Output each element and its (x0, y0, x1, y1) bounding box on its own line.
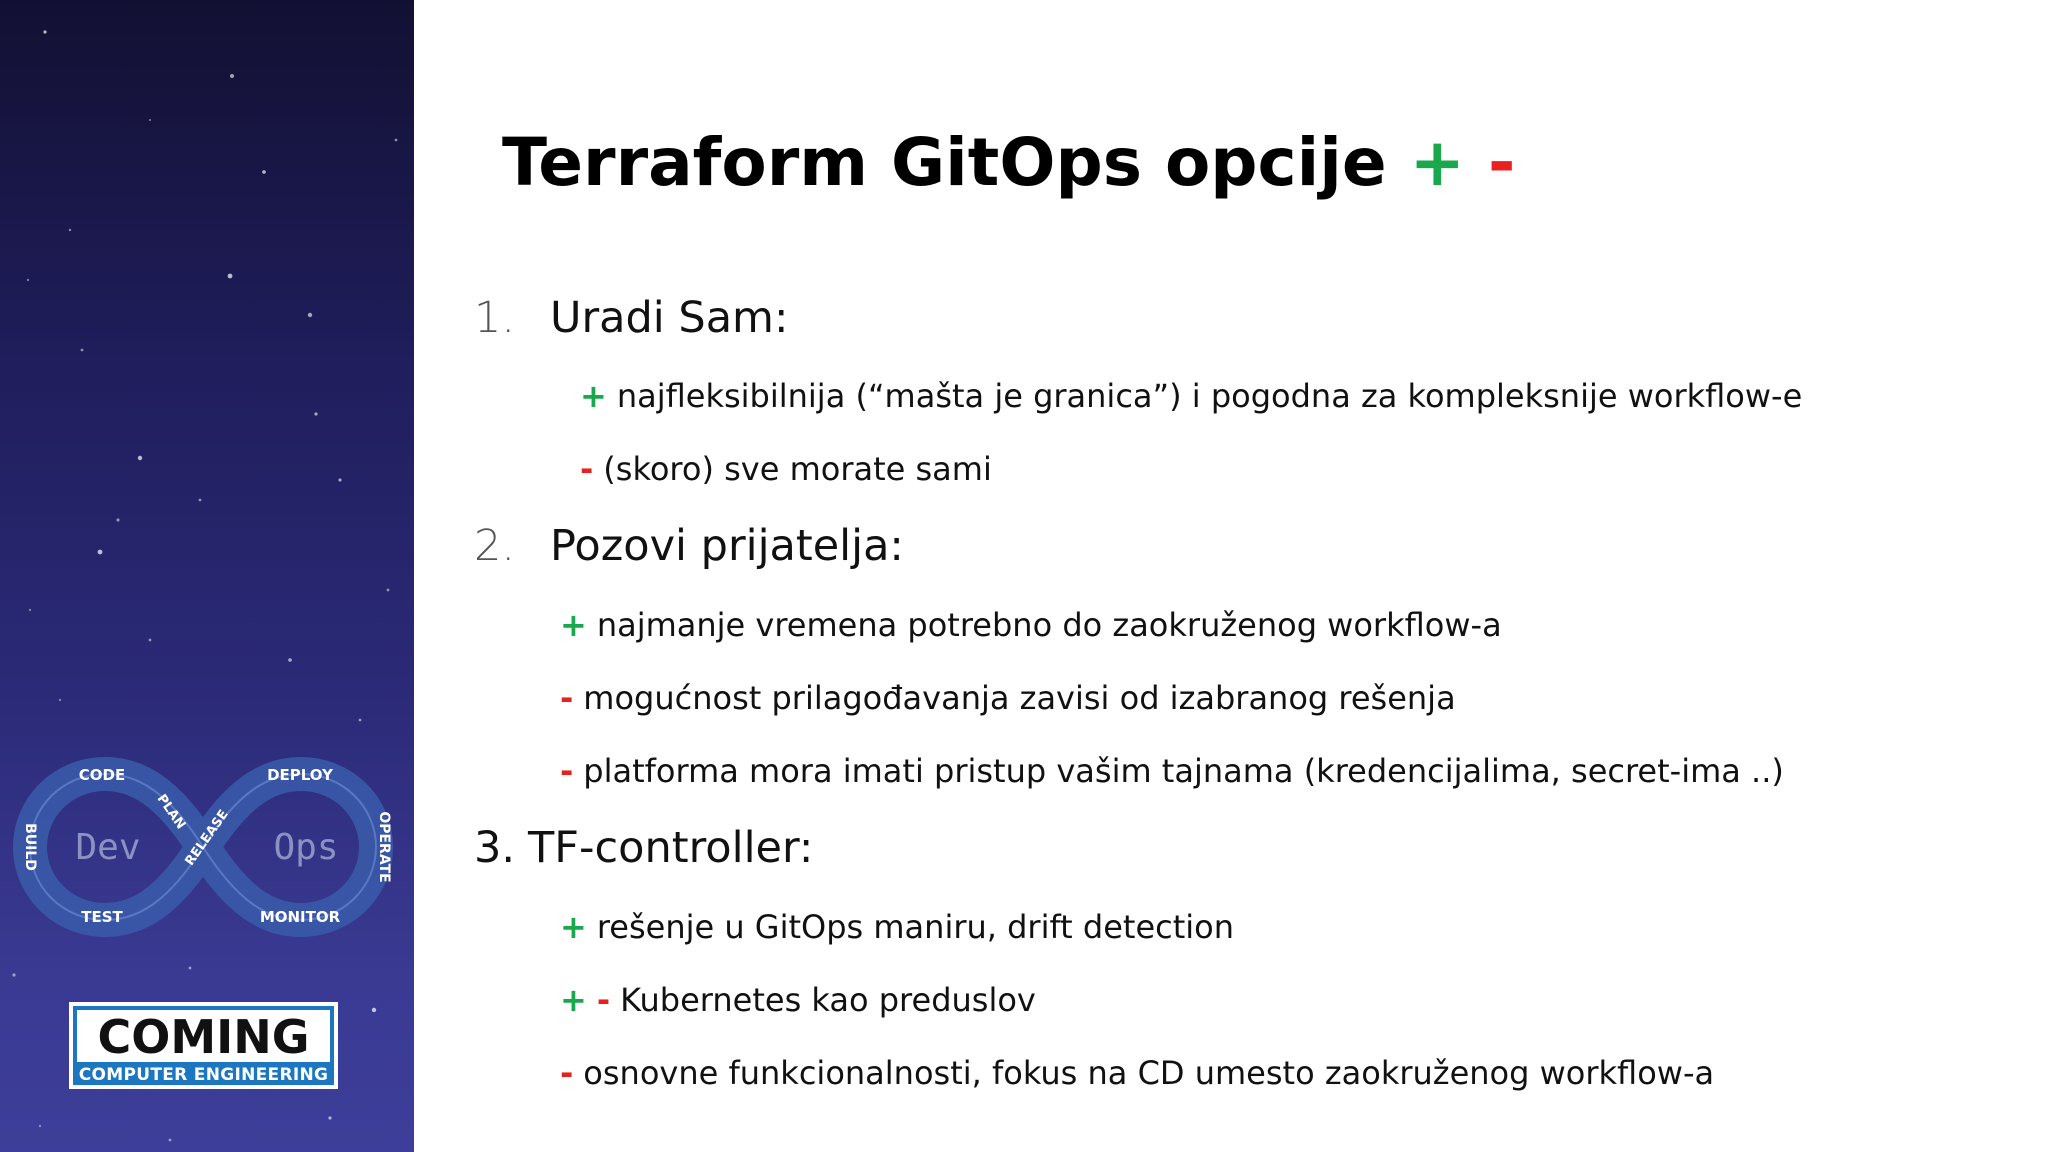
point-plus-sign: + (560, 908, 587, 946)
point-text: Kubernetes kao preduslov (620, 981, 1036, 1019)
point-plus-sign: + (580, 377, 607, 415)
point-minus-sign: - (560, 752, 574, 790)
option-2-number: 2. (474, 521, 516, 571)
devops-stage-code: CODE (78, 766, 126, 784)
point-text: mogućnost prilagođavanja zavisi od izabranog rešenja (583, 679, 1456, 717)
devops-stage-operate: OPERATE (376, 811, 392, 883)
option-3-number: 3. (474, 823, 516, 873)
point-text: rešenje u GitOps maniru, drift detection (596, 908, 1235, 946)
option-2-label: Pozovi prijatelja: (550, 521, 904, 571)
sidebar-panel (0, 0, 414, 1152)
point-text: najfleksibilnija (“mašta je granica”) i pogodna za kompleksnije workflow-e (616, 377, 1803, 415)
point-minus-sign: - (560, 679, 574, 717)
slide-title-text: Terraform GitOps opcije (502, 124, 1387, 201)
slide-content (414, 0, 2048, 1152)
devops-stage-deploy: DEPLOY (267, 766, 333, 784)
option-2-point-2 (560, 676, 1456, 720)
point-plus-sign: + (560, 981, 587, 1019)
option-1-point-2 (580, 447, 992, 491)
point-minus-sign: - (560, 1054, 574, 1092)
point-minus-sign: - (596, 981, 611, 1019)
option-1-point-1 (580, 374, 1802, 418)
title-plus-sign: + (1409, 124, 1465, 201)
option-2-point-3 (560, 749, 1784, 793)
devops-infinity-logo (8, 752, 398, 942)
point-minus-sign: - (580, 450, 594, 488)
option-3-point-2 (560, 978, 1036, 1022)
option-3-point-1 (560, 905, 1234, 949)
point-text: najmanje vremena potrebno do zaokruženog workflow-a (596, 606, 1502, 644)
point-plus-sign: + (560, 606, 587, 644)
devops-stage-release: RELEASE (182, 807, 232, 869)
option-1-number: 1. (474, 293, 516, 343)
point-text: platforma mora imati pristup vašim tajnama (kredencijalima, secret-ima ..) (583, 752, 1784, 790)
title-minus-sign: - (1487, 124, 1516, 201)
brand-subtitle: COMPUTER ENGINEERING (78, 1065, 329, 1085)
slide-title (502, 118, 1515, 208)
brand-name: COMING (77, 1010, 330, 1062)
coming-brand-logo (69, 1002, 338, 1089)
option-3-point-3 (560, 1051, 1714, 1095)
devops-dev-label: Dev (75, 827, 141, 868)
point-text: (skoro) sve morate sami (603, 450, 992, 488)
option-1-label: Uradi Sam: (550, 293, 789, 343)
point-text: osnovne funkcionalnosti, fokus na CD umesto zaokruženog workflow-a (583, 1054, 1715, 1092)
option-3-label: TF-controller: (528, 823, 814, 873)
devops-stage-plan: PLAN (153, 791, 189, 833)
devops-stage-monitor: MONITOR (259, 908, 341, 926)
devops-stage-test: TEST (81, 908, 123, 926)
option-2-point-1 (560, 603, 1502, 647)
devops-ops-label: Ops (273, 827, 339, 868)
star-field (0, 0, 414, 1152)
devops-stage-build: BUILD (22, 823, 38, 871)
